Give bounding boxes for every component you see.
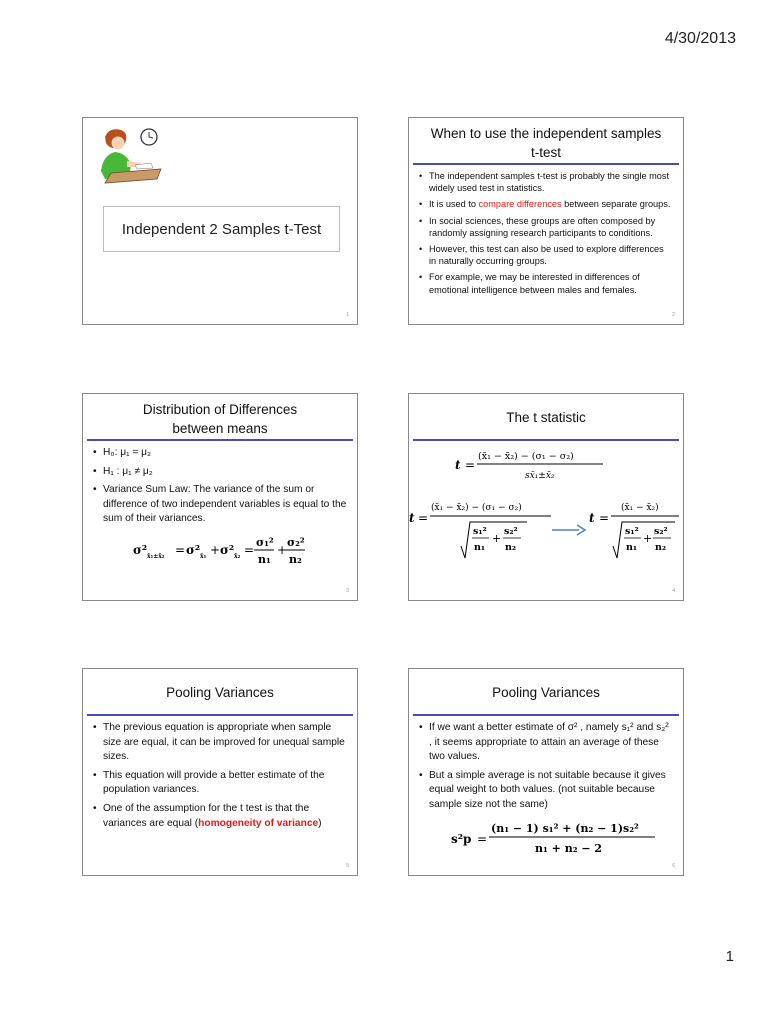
- slide-2: [408, 117, 684, 325]
- slide-title: Pooling Variances: [166, 685, 274, 700]
- bullet-item: • The independent samples t-test is probably the single most widely used test in statistics.: [417, 170, 673, 194]
- highlighted-text: compare differences: [478, 199, 562, 210]
- formula-t: t: [455, 458, 461, 472]
- t-formula-simplified: [589, 498, 681, 570]
- bullet-text: One of the assumption for the t test is that the variances are equal (: [103, 802, 310, 829]
- slide-title: Independent 2 Samples t-Test: [103, 206, 340, 252]
- formula-denominator: n₂: [655, 542, 667, 553]
- slide-title: Pooling Variances: [492, 685, 600, 700]
- title-rule: [413, 439, 679, 441]
- slide-number: 1: [346, 312, 349, 318]
- formula-denominator: n₁: [474, 542, 486, 553]
- slide-3: [82, 393, 358, 601]
- title-line-1: Distribution of Differences: [142, 402, 298, 417]
- title-line-1: When to use the independent samples: [430, 126, 662, 141]
- formula-denominator: n₂: [505, 542, 517, 553]
- page-date: 4/30/2013: [664, 30, 736, 47]
- formula-term: σ²: [220, 543, 235, 557]
- bullet-item: • H₁ : μ₁ ≠ μ₂: [91, 465, 347, 480]
- bullet-item: • H₀: μ₁ = μ₂: [91, 446, 347, 461]
- formula-equals: =: [244, 543, 255, 557]
- slide-6: [408, 668, 684, 876]
- slide-number: 2: [672, 312, 675, 318]
- bullet-item: • Variance Sum Law: The variance of the sum or difference of two independent variables is equal to the sum of their variances.: [91, 483, 347, 527]
- slide-number: 5: [346, 863, 349, 869]
- formula-denominator: n₁ + n₂ − 2: [535, 842, 603, 855]
- formula-denominator: n₁: [626, 542, 638, 553]
- bullet-list: [417, 170, 673, 300]
- bullet-text: ): [318, 817, 322, 829]
- person-at-desk-clipart: [91, 121, 163, 191]
- formula-numerator: s₁²: [625, 526, 639, 537]
- bullet-list: [417, 721, 673, 817]
- formula-subscript: x̄₁±x̄₂: [147, 553, 165, 560]
- bullet-item: • This equation will provide a better estimate of the population variances.: [91, 769, 347, 798]
- t-formula-unpooled: [409, 498, 553, 570]
- formula-equals: =: [477, 832, 488, 846]
- formula-subscript: x̄₁: [200, 553, 207, 560]
- bullet-list: [91, 721, 347, 835]
- formula-plus: +: [643, 532, 653, 545]
- formula-numerator: s₂²: [504, 526, 518, 537]
- formula-numerator: s₂²: [654, 526, 668, 537]
- slide-number: 4: [672, 588, 675, 594]
- bullet-item: • If we want a better estimate of σ² , namely s₁² and s₂² , it seems appropriate to attain an average of these two values.: [417, 721, 673, 765]
- formula-equals: =: [418, 511, 429, 525]
- highlighted-text: homogeneity of variance: [198, 817, 319, 829]
- formula-numerator: σ₂²: [287, 536, 305, 549]
- formula-numerator: σ₁²: [256, 536, 274, 549]
- pooled-variance-formula: [449, 819, 659, 859]
- title-line-2: t-test: [530, 145, 561, 160]
- slide-title: [413, 124, 679, 162]
- bullet-text: It is used to: [429, 199, 479, 210]
- title-rule: [413, 714, 679, 716]
- slide-number: 6: [672, 863, 675, 869]
- bullet-item: [91, 802, 347, 831]
- title-line-2: between means: [172, 421, 268, 436]
- formula-t: t: [409, 511, 415, 525]
- formula-denominator: n₁: [258, 553, 271, 566]
- right-arrow-icon: [551, 522, 587, 538]
- formula-denominator: sx̄₁±x̄₂: [525, 471, 555, 481]
- bullet-item: [417, 198, 673, 210]
- page-number: 1: [725, 948, 734, 965]
- formula-plus: +: [210, 543, 221, 557]
- formula-t: t: [589, 511, 595, 525]
- formula-plus: +: [277, 543, 288, 557]
- formula-plus: +: [492, 532, 502, 545]
- variance-sum-formula: [131, 532, 311, 572]
- formula-lhs: σ²: [133, 543, 148, 557]
- bullet-item: • For example, we may be interested in differences of emotional intelligence between males and females.: [417, 271, 673, 295]
- title-rule: [87, 714, 353, 716]
- bullet-item: • But a simple average is not suitable because it gives equal weight to both values. (not suitable because sample size not the same): [417, 769, 673, 813]
- formula-numerator: (x̄₁ − x̄₂): [621, 503, 659, 513]
- bullet-text: between separate groups.: [561, 199, 671, 210]
- formula-term: σ²: [186, 543, 201, 557]
- formula-subscript: x̄₂: [234, 553, 241, 560]
- slide-number: 3: [346, 588, 349, 594]
- formula-numerator: (x̄₁ − x̄₂) − (σ₁ − σ₂): [478, 451, 574, 462]
- slide-5: [82, 668, 358, 876]
- bullet-item: • In social sciences, these groups are often composed by randomly assigning research participants to conditions.: [417, 215, 673, 239]
- slide-4: [408, 393, 684, 601]
- slide-1: [82, 117, 358, 325]
- formula-lhs: s²p: [451, 832, 472, 846]
- formula-equals: =: [175, 543, 186, 557]
- formula-denominator: n₂: [289, 553, 302, 566]
- title-rule: [87, 439, 353, 441]
- bullet-item: • The previous equation is appropriate when sample size are equal, it can be improved for unequal sample sizes.: [91, 721, 347, 765]
- formula-numerator: s₁²: [473, 526, 487, 537]
- bullet-item: • However, this test can also be used to explore differences in naturally occurring groups.: [417, 243, 673, 267]
- slide-title: [87, 400, 353, 438]
- title-rule: [413, 163, 679, 165]
- formula-numerator: (n₁ − 1) s₁² + (n₂ − 1)s₂²: [491, 822, 639, 835]
- slide-title: The t statistic: [506, 410, 586, 425]
- bullet-list: [91, 446, 347, 531]
- formula-numerator: (x̄₁ − x̄₂) − (σ₁ − σ₂): [431, 503, 522, 513]
- formula-equals: =: [465, 458, 476, 472]
- t-statistic-formula: [453, 446, 613, 486]
- formula-equals: =: [599, 511, 610, 525]
